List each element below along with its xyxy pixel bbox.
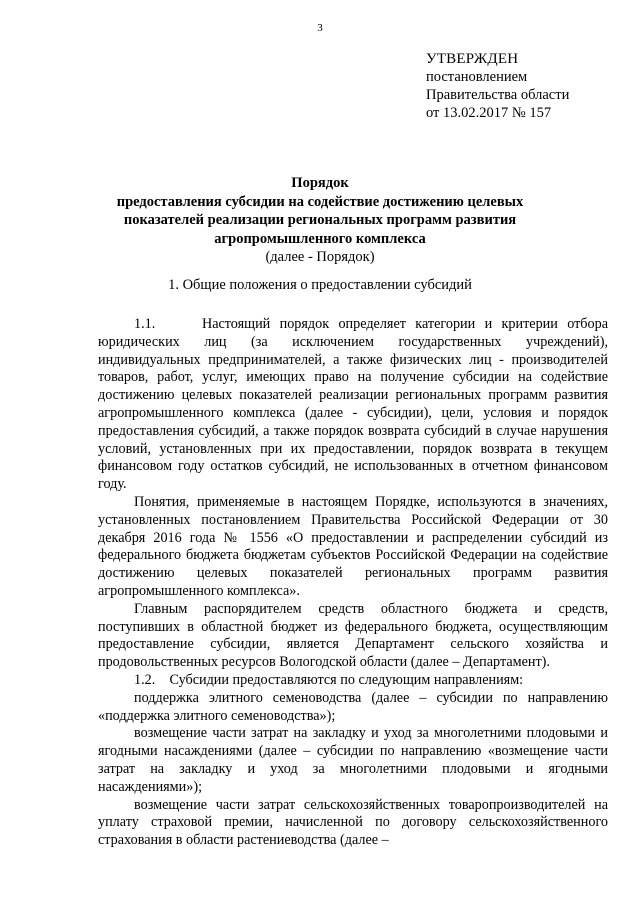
approval-title: УТВЕРЖДЕН [426,51,519,67]
title-line: агропромышленного комплекса [214,230,426,247]
title-line: предоставления субсидии на содействие достижению целевых [116,193,524,210]
paragraph: Главным распорядителем средств областного бюджета и средств, поступивших в областной бюджет из федерального бюджета, осуществляющим предоставление субсидии, является Департамент сельского хозяйства и продовольственных ресурсов Вологодской области (далее – Департамент). [98,600,608,671]
paragraph: 1.2. Субсидии предоставляются по следующим направлениям: [134,671,524,688]
document-title [80,174,560,267]
paragraph: возмещение части затрат сельскохозяйственных товаропроизводителей на уплату страховой премии, начисленной по договору сельскохозяйственного страхования в области растениеводства (далее – [98,796,608,849]
paragraph: возмещение части затрат на закладку и уход за многолетними плодовыми и ягодными насаждениями (далее – субсидии по направлению «возмещение части затрат на закладку и уход за многолетними плодовыми и ягодными насаждениями»); [98,725,608,795]
paragraph: 1.1. Настоящий порядок определяет категории и критерии отбора юридических лиц (за исключением государственных учреждений), индивидуальных предпринимателей, а также физических лиц - производителей товаров, работ, услуг, имеющих право на получение субсидии на содействие достижению целевых показателей реализации региональных программ развития агропромышленного комплекса (далее - субсидии), цели, условия и порядок предоставления субсидий, а также порядок возврата субсидий в случае нарушения условий, установленных при их предоставлении, порядок возврата в текущем финансовом году остатков субсидий, не использованных в отчетном финансовом году. [98,316,608,493]
title-line: показателей реализации региональных программ развития [123,212,517,228]
document-body [98,316,608,850]
page-number: 3 [317,22,323,34]
section-heading: 1. Общие положения о предоставлении субсидий [168,277,472,293]
approval-date: от 13.02.2017 № 157 [426,105,552,121]
paragraph: Понятия, применяемые в настоящем Порядке, используются в значениях, установленных постановлением Правительства Российской Федерации от 30 декабря 2016 года № 1556 «О предоставлении и распределении субсидий из федерального бюджета бюджетам субъектов Российской Федерации на содействие достижению целевых показателей региональных программ развития агропромышленного комплекса». [98,493,608,599]
title-subtitle: (далее - Порядок) [265,249,375,265]
approval-line: постановлением [426,69,528,85]
approval-line: Правительства области [426,87,570,103]
title-heading: Порядок [291,175,349,191]
paragraph: поддержка элитного семеноводства (далее – субсидии по направлению «поддержка элитного семеноводства»); [98,689,608,724]
approval-stamp [426,50,569,122]
